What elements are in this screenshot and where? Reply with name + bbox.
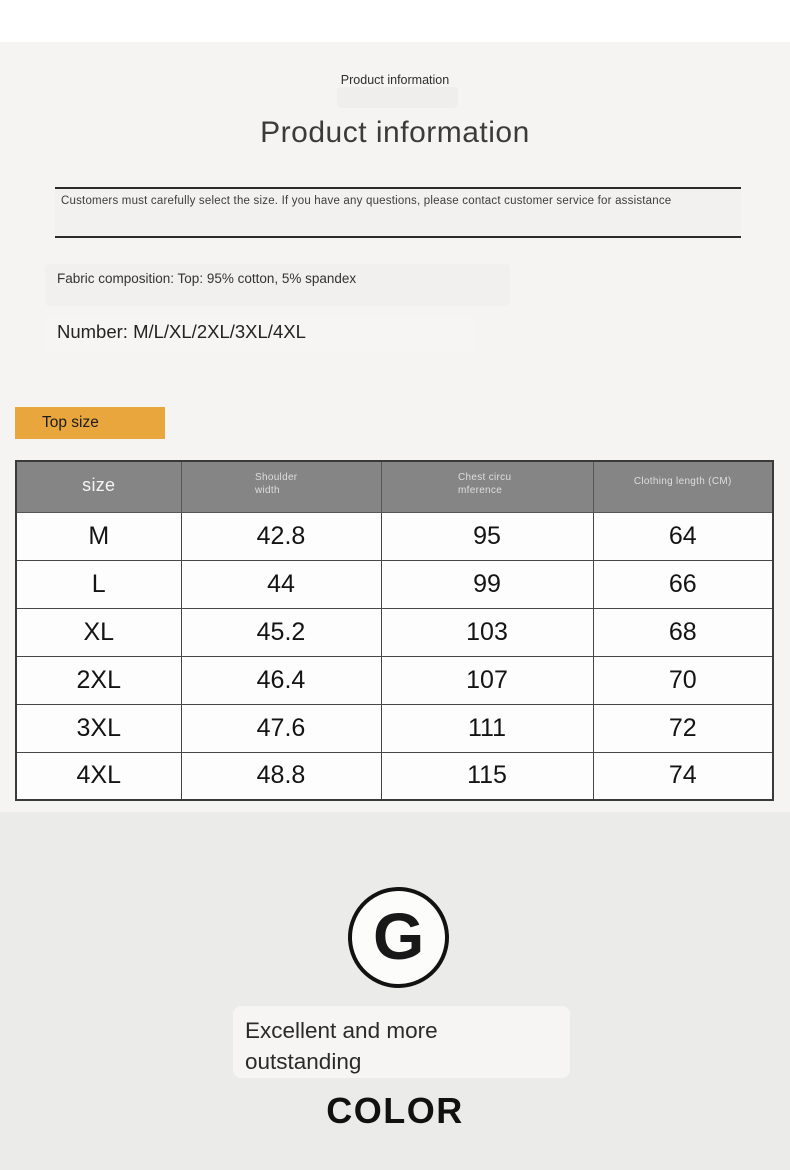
cell-chest: 95	[381, 512, 593, 560]
tagline-text: Excellent and more outstanding	[245, 1018, 438, 1074]
cell-size: L	[16, 560, 181, 608]
column-header-size: size	[16, 461, 181, 512]
section-label: Product information	[340, 73, 450, 87]
table-row	[16, 656, 773, 704]
cell-shoulder: 45.2	[181, 608, 381, 656]
column-header-chest-circumference: Chest circumference	[381, 461, 593, 512]
cell-size: 3XL	[16, 704, 181, 752]
cell-size: 2XL	[16, 656, 181, 704]
cell-shoulder: 48.8	[181, 752, 381, 800]
table-row	[16, 560, 773, 608]
cell-chest: 111	[381, 704, 593, 752]
cell-chest: 107	[381, 656, 593, 704]
cell-length: 66	[593, 560, 773, 608]
cell-shoulder: 42.8	[181, 512, 381, 560]
cell-size: M	[16, 512, 181, 560]
brand-g-letter: G	[372, 898, 425, 973]
cell-chest: 103	[381, 608, 593, 656]
cell-chest: 99	[381, 560, 593, 608]
cell-chest: 115	[381, 752, 593, 800]
page-title: Product information	[260, 116, 530, 149]
fabric-composition-text: Fabric composition: Top: 95% cotton, 5% spandex	[57, 271, 357, 286]
cell-size: XL	[16, 608, 181, 656]
column-header-shoulder-width: Shoulder width	[181, 461, 381, 512]
cell-shoulder: 47.6	[181, 704, 381, 752]
table-row	[16, 512, 773, 560]
cell-length: 74	[593, 752, 773, 800]
cell-shoulder: 46.4	[181, 656, 381, 704]
table-row	[16, 752, 773, 800]
cell-length: 64	[593, 512, 773, 560]
top-size-tag-label: Top size	[42, 414, 99, 431]
top-size-tag	[15, 407, 165, 439]
notice-text: Customers must carefully select the size. If you have any questions, please contact customer service for assistance	[61, 195, 672, 207]
column-header-clothing-length: Clothing length (CM)	[593, 461, 773, 512]
size-number-text: Number: M/L/XL/2XL/3XL/4XL	[57, 321, 306, 342]
cell-length: 72	[593, 704, 773, 752]
table-row	[16, 608, 773, 656]
size-table	[15, 460, 774, 801]
cell-length: 70	[593, 656, 773, 704]
highlight-smudge	[337, 87, 458, 108]
cell-length: 68	[593, 608, 773, 656]
table-row	[16, 704, 773, 752]
size-table-header-row	[16, 461, 773, 512]
cell-size: 4XL	[16, 752, 181, 800]
cell-shoulder: 44	[181, 560, 381, 608]
color-section-title: COLOR	[326, 1090, 464, 1131]
size-notice-strip	[55, 187, 741, 238]
